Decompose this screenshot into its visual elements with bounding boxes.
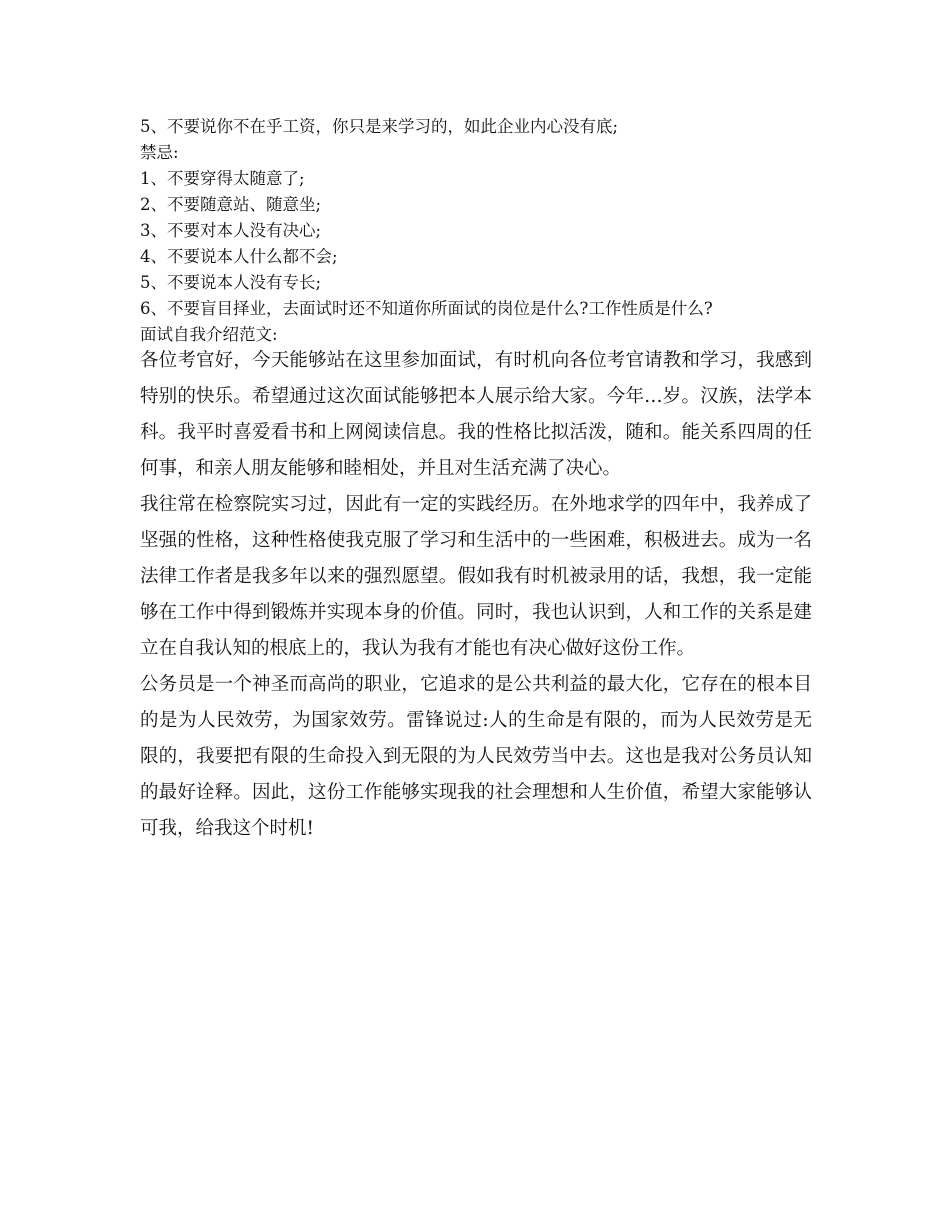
taboo-item: 4、不要说本人什么都不会; bbox=[140, 247, 338, 266]
paragraph: 公务员是一个神圣而高尚的职业，它追求的是公共利益的最大化，它存在的根本目的是为人民效劳，为国家效劳。雷锋说过:人的生命是有限的，而为人民效劳是无限的，我要把有限的生命投入到无限的为人民效劳当中去。这也是我对公务员认知的最好诠释。因此，这份工作能够实现我的社会理想和人生价值，希望大家能够认可我，给我这个时机! bbox=[140, 674, 812, 839]
intro-line: 5、不要说你不在乎工资，你只是来学习的，如此企业内心没有底; bbox=[140, 117, 619, 136]
taboo-item: 5、不要说本人没有专长; bbox=[140, 273, 322, 292]
taboo-item: 1、不要穿得太随意了; bbox=[140, 169, 305, 188]
paragraph: 我往常在检察院实习过，因此有一定的实践经历。在外地求学的四年中，我养成了坚强的性格，这种性格使我克服了学习和生活中的一些困难，积极进去。成为一名法律工作者是我多年以来的强烈愿望。假如我有时机被录用的话，我想，我一定能够在工作中得到锻炼并实现本身的价值。同时，我也认识到，人和工作的关系是建立在自我认知的根底上的，我认为我有才能也有决心做好这份工作。 bbox=[140, 494, 812, 659]
sample-heading: 面试自我介绍范文: bbox=[140, 325, 278, 344]
taboo-item: 6、不要盲目择业，去面试时还不知道你所面试的岗位是什么?工作性质是什么? bbox=[140, 299, 713, 318]
paragraph: 各位考官好，今天能够站在这里参加面试，有时机向各位考官请教和学习，我感到特别的快乐。希望通过这次面试能够把本人展示给大家。今年…岁。汉族，法学本科。我平时喜爱看书和上网阅读信息。我的性格比拟活泼，随和。能关系四周的任何事，和亲人朋友能够和睦相处，并且对生活充满了决心。 bbox=[140, 350, 812, 479]
document-page bbox=[140, 114, 812, 847]
taboo-item: 3、不要对本人没有决心; bbox=[140, 221, 322, 240]
taboo-item: 2、不要随意站、随意坐; bbox=[140, 195, 322, 214]
taboos-heading: 禁忌: bbox=[140, 143, 179, 162]
